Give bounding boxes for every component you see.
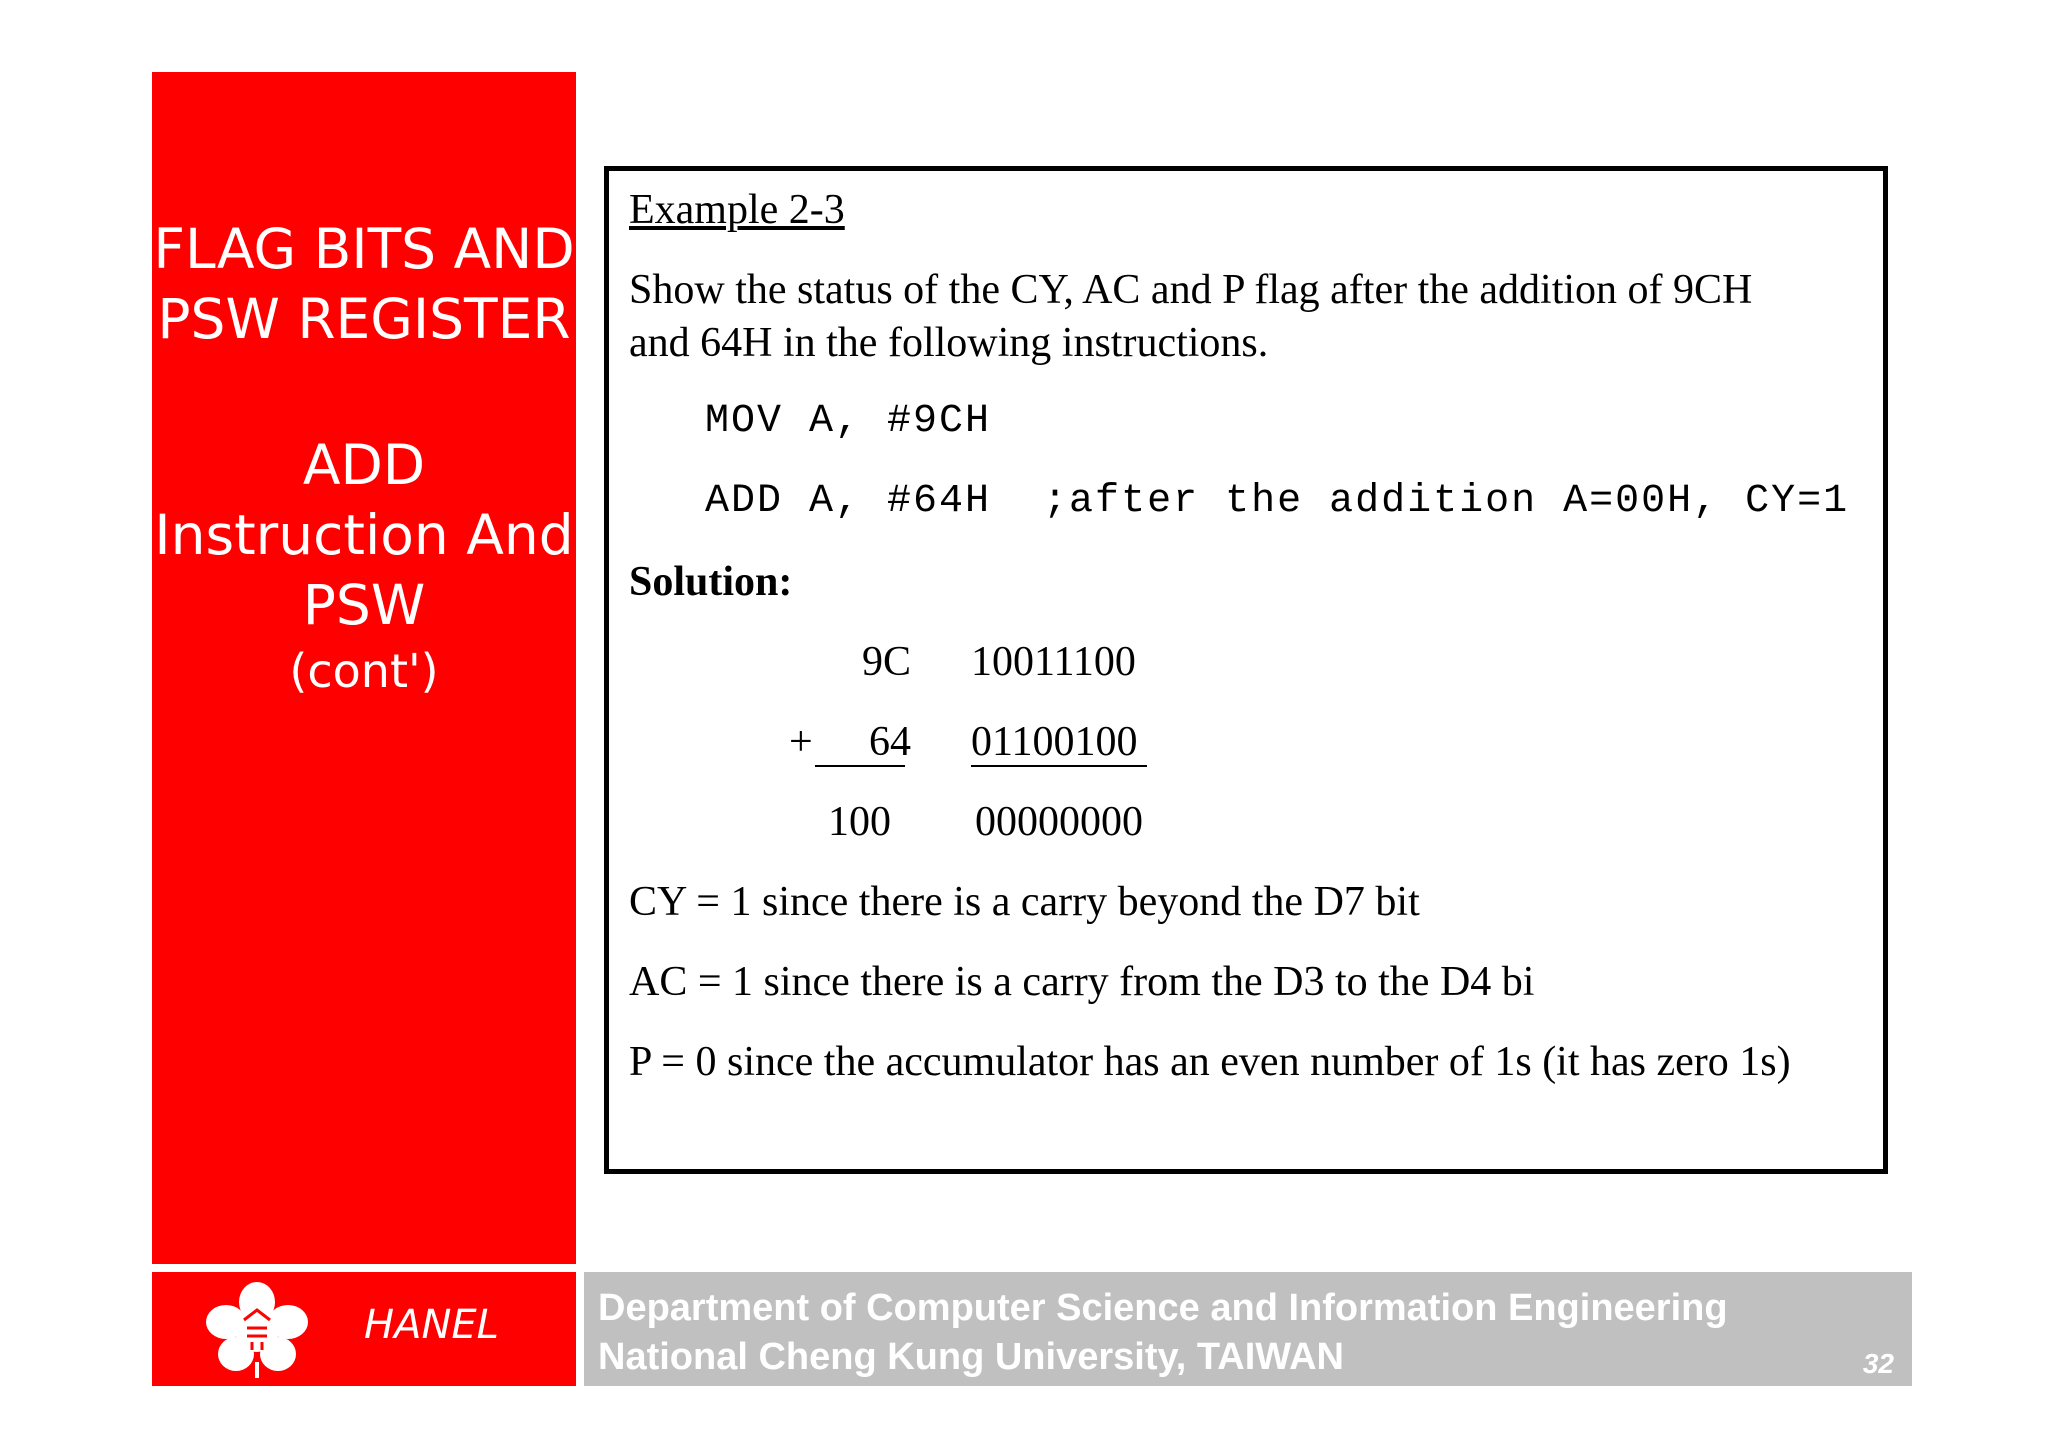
addend-hex: 9C <box>861 639 911 685</box>
footer-bar <box>584 1272 1912 1386</box>
p-explanation: P = 0 since the accumulator has an even number of 1s (it has zero 1s) <box>629 1039 1791 1085</box>
result-hex: 100 <box>828 799 891 845</box>
description-line-1: Show the status of the CY, AC and P flag after the addition of 9CH <box>629 267 1753 313</box>
sum-rule-binary <box>971 765 1147 767</box>
ac-explanation: AC = 1 since there is a carry from the D3 to the D4 bi <box>629 959 1535 1005</box>
author-name: HANEL <box>364 1302 499 1348</box>
title-line-2: PSW REGISTER <box>157 287 571 351</box>
operand-binary: 01100100 <box>971 719 1138 765</box>
operand-hex: 64 <box>869 719 911 765</box>
description-line-2: and 64H in the following instructions. <box>629 320 1269 366</box>
subtitle-continued: (cont') <box>289 644 439 698</box>
addend-binary: 10011100 <box>971 639 1136 685</box>
university-seal-icon <box>202 1280 312 1380</box>
code-line-2: ADD A, #64H ;after the addition A=00H, CY=1 <box>705 479 1850 524</box>
example-box <box>604 166 1888 1174</box>
subtitle-line-3: PSW <box>302 573 426 637</box>
solution-label: Solution: <box>629 559 793 605</box>
university-name: National Cheng Kung University, TAIWAN <box>598 1336 1344 1378</box>
code-line-1: MOV A, #9CH <box>705 399 992 444</box>
subtitle-line-2: Instruction And <box>154 503 574 567</box>
cy-explanation: CY = 1 since there is a carry beyond the D7 bit <box>629 879 1420 925</box>
page-number: 32 <box>1862 1348 1894 1379</box>
title-line-1: FLAG BITS AND <box>153 217 575 281</box>
slide-title <box>152 214 576 354</box>
example-heading: Example 2-3 <box>629 187 845 233</box>
department-name: Department of Computer Science and Information Engineering <box>598 1287 1728 1329</box>
footer-logo-area <box>152 1272 576 1386</box>
sum-rule-hex <box>815 765 905 767</box>
slide-sidebar <box>152 72 576 1264</box>
subtitle-line-1: ADD <box>302 433 426 497</box>
slide-subtitle <box>152 430 576 702</box>
result-binary: 00000000 <box>975 799 1143 845</box>
plus-sign: + <box>789 719 813 765</box>
